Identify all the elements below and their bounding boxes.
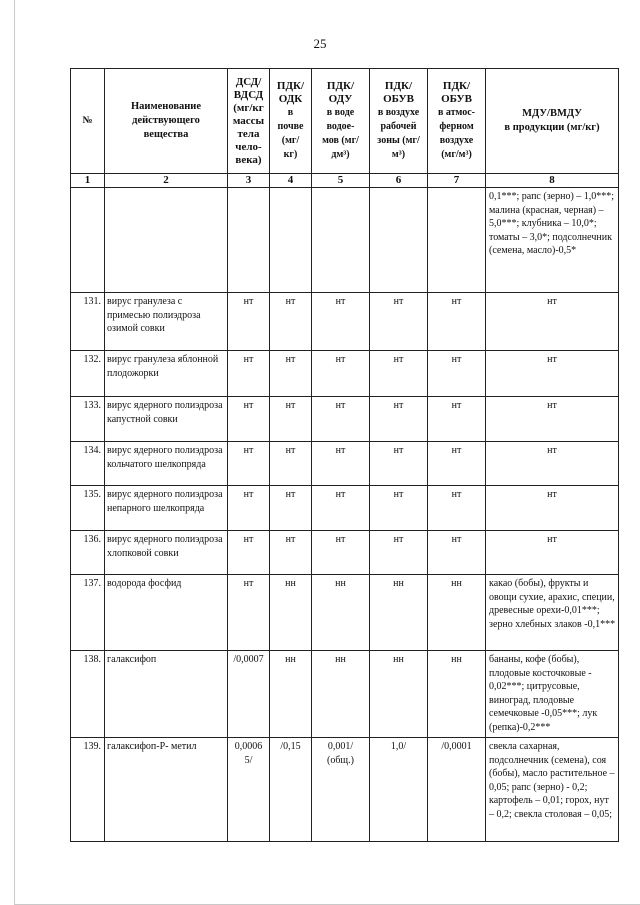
row-odu: нт xyxy=(312,351,370,397)
row-odk: нт xyxy=(270,486,312,531)
header-num: № xyxy=(71,69,105,174)
row-mdu: какао (бобы), фрукты и овощи сухие, арахис, специи, древесные орехи-0,01***; зерно хлебных злаков -0,1*** xyxy=(486,575,619,651)
row-dsd: нт xyxy=(228,351,270,397)
header-obuv-work xyxy=(370,69,428,174)
pesticide-standards-table xyxy=(70,68,619,842)
column-number: 1 xyxy=(71,174,105,188)
scan-edge-line xyxy=(14,0,15,905)
row-mdu: нт xyxy=(486,531,619,575)
column-number: 5 xyxy=(312,174,370,188)
table-row xyxy=(71,651,619,738)
row-obuv-work: нт xyxy=(370,442,428,486)
row-substance: галаксифоп-Р- метил xyxy=(105,738,228,842)
row-obuv-atm: /0,0001 xyxy=(428,738,486,842)
row-odu: нн xyxy=(312,651,370,738)
row-num: 137. xyxy=(71,575,105,651)
row-odu: нт xyxy=(312,442,370,486)
row-mdu: свекла сахарная, подсолнечник (семена), соя (бобы), масло растительное – 0,05; рапс (зерно) - 0,2; картофель – 0,01; горох, нут – 0,2; свекла столовая – 0,05; xyxy=(486,738,619,842)
row-odk: нт xyxy=(270,531,312,575)
row-substance: вирус ядерного полиэдроза хлопковой совки xyxy=(105,531,228,575)
row-dsd: 0,0006 5/ xyxy=(228,738,270,842)
column-number: 3 xyxy=(228,174,270,188)
row-substance: вирус ядерного полиэдроза непарного шелкопряда xyxy=(105,486,228,531)
header-odk xyxy=(270,69,312,174)
row-mdu: бананы, кофе (бобы), плодовые косточковые - 0,02***; цитрусовые, виноград, плодовые семечковые -0,05***; лук (репка)-0,2*** xyxy=(486,651,619,738)
header-obuv-atm-title: ПДК/ ОБУВ xyxy=(441,80,472,105)
row-odu-note: (общ.) xyxy=(327,754,354,766)
row-dsd: нт xyxy=(228,486,270,531)
row-substance: вирус ядерного полиэдроза капустной совки xyxy=(105,397,228,442)
row-substance xyxy=(105,188,228,293)
row-odu: нт xyxy=(312,531,370,575)
table-row xyxy=(71,486,619,531)
column-number-row xyxy=(71,174,619,188)
header-obuv-work-title: ПДК/ ОБУВ xyxy=(383,80,414,105)
row-odu: нт xyxy=(312,293,370,351)
table-row xyxy=(71,293,619,351)
column-number: 8 xyxy=(486,174,619,188)
row-mdu: нт xyxy=(486,486,619,531)
row-dsd: нт xyxy=(228,397,270,442)
table-row xyxy=(71,188,619,293)
column-number: 4 xyxy=(270,174,312,188)
table-row xyxy=(71,351,619,397)
row-odu: нт xyxy=(312,397,370,442)
row-obuv-atm: нт xyxy=(428,351,486,397)
table-row xyxy=(71,397,619,442)
header-name: Наименование действующего вещества xyxy=(105,69,228,174)
row-odk: нт xyxy=(270,351,312,397)
row-substance: вирус гранулеза с примесью полиэдроза озимой совки xyxy=(105,293,228,351)
row-obuv-atm: нт xyxy=(428,397,486,442)
row-obuv-atm: нн xyxy=(428,575,486,651)
row-odk xyxy=(270,188,312,293)
row-substance: вирус ядерного полиэдроза кольчатого шелкопряда xyxy=(105,442,228,486)
row-obuv-atm: нт xyxy=(428,531,486,575)
row-num: 132. xyxy=(71,351,105,397)
row-odk: /0,15 xyxy=(270,738,312,842)
row-dsd xyxy=(228,188,270,293)
header-mdu xyxy=(486,69,619,174)
row-obuv-work: нт xyxy=(370,486,428,531)
header-obuv-atm-sub: в атмос- ферном воздухе (мг/м³) xyxy=(437,107,475,160)
row-odu xyxy=(312,188,370,293)
header-odk-title: ПДК/ ОДК xyxy=(276,80,305,105)
header-obuv-atm xyxy=(428,69,486,174)
header-odu-title: ПДК/ ОДУ xyxy=(326,80,355,105)
row-dsd: нт xyxy=(228,442,270,486)
row-mdu: 0,1***; рапс (зерно) – 1,0***; малина (красная, черная) – 5,0***; клубника – 10,0*; томаты – 3,0*; подсолнечник (семена, масло)-0,5* xyxy=(486,188,619,293)
row-mdu: нт xyxy=(486,351,619,397)
row-odk: нн xyxy=(270,575,312,651)
header-mdu-sub: в продукции (мг/кг) xyxy=(504,122,600,133)
table-row xyxy=(71,531,619,575)
table-row xyxy=(71,738,619,842)
row-num: 131. xyxy=(71,293,105,351)
row-odk: нт xyxy=(270,442,312,486)
row-odu-value: 0,001/ xyxy=(327,741,354,752)
header-obuv-work-sub: в воздухе рабочей зоны (мг/м³) xyxy=(377,107,420,160)
row-num: 139. xyxy=(71,738,105,842)
row-dsd: нт xyxy=(228,531,270,575)
row-obuv-work: нт xyxy=(370,293,428,351)
row-substance: водорода фосфид xyxy=(105,575,228,651)
row-num: 134. xyxy=(71,442,105,486)
header-odk-sub: в почве (мг/кг) xyxy=(277,107,304,160)
row-obuv-work: нт xyxy=(370,397,428,442)
row-dsd: нт xyxy=(228,575,270,651)
row-odu: нн xyxy=(312,575,370,651)
row-substance: вирус гранулеза яблонной плодожорки xyxy=(105,351,228,397)
header-row xyxy=(71,69,619,174)
row-num xyxy=(71,188,105,293)
row-obuv-atm xyxy=(428,188,486,293)
row-mdu: нт xyxy=(486,293,619,351)
row-odk: нт xyxy=(270,397,312,442)
row-obuv-work: нн xyxy=(370,651,428,738)
header-dsd: ДСД/ ВДСД (мг/кг массы тела чело- века) xyxy=(228,69,270,174)
header-odu xyxy=(312,69,370,174)
page-number: 25 xyxy=(313,36,327,51)
row-substance: галаксифоп xyxy=(105,651,228,738)
row-dsd: /0,0007 xyxy=(228,651,270,738)
table-row xyxy=(71,575,619,651)
column-number: 7 xyxy=(428,174,486,188)
row-obuv-work: нт xyxy=(370,351,428,397)
column-number: 2 xyxy=(105,174,228,188)
row-num: 133. xyxy=(71,397,105,442)
row-obuv-atm: нн xyxy=(428,651,486,738)
header-odu-sub: в воде водое- мов (мг/дм³) xyxy=(322,107,359,160)
row-num: 136. xyxy=(71,531,105,575)
row-dsd: нт xyxy=(228,293,270,351)
row-mdu: нт xyxy=(486,442,619,486)
column-number: 6 xyxy=(370,174,428,188)
row-num: 138. xyxy=(71,651,105,738)
row-mdu: нт xyxy=(486,397,619,442)
row-odu: нт xyxy=(312,486,370,531)
row-obuv-work: 1,0/ xyxy=(370,738,428,842)
header-mdu-title: МДУ/ВМДУ xyxy=(522,108,582,120)
row-obuv-work: нт xyxy=(370,531,428,575)
row-obuv-work: нн xyxy=(370,575,428,651)
row-num: 135. xyxy=(71,486,105,531)
row-obuv-atm: нт xyxy=(428,486,486,531)
row-odu xyxy=(312,738,370,842)
row-obuv-work xyxy=(370,188,428,293)
row-obuv-atm: нт xyxy=(428,442,486,486)
row-odk: нт xyxy=(270,293,312,351)
row-odk: нн xyxy=(270,651,312,738)
table-row xyxy=(71,442,619,486)
row-obuv-atm: нт xyxy=(428,293,486,351)
